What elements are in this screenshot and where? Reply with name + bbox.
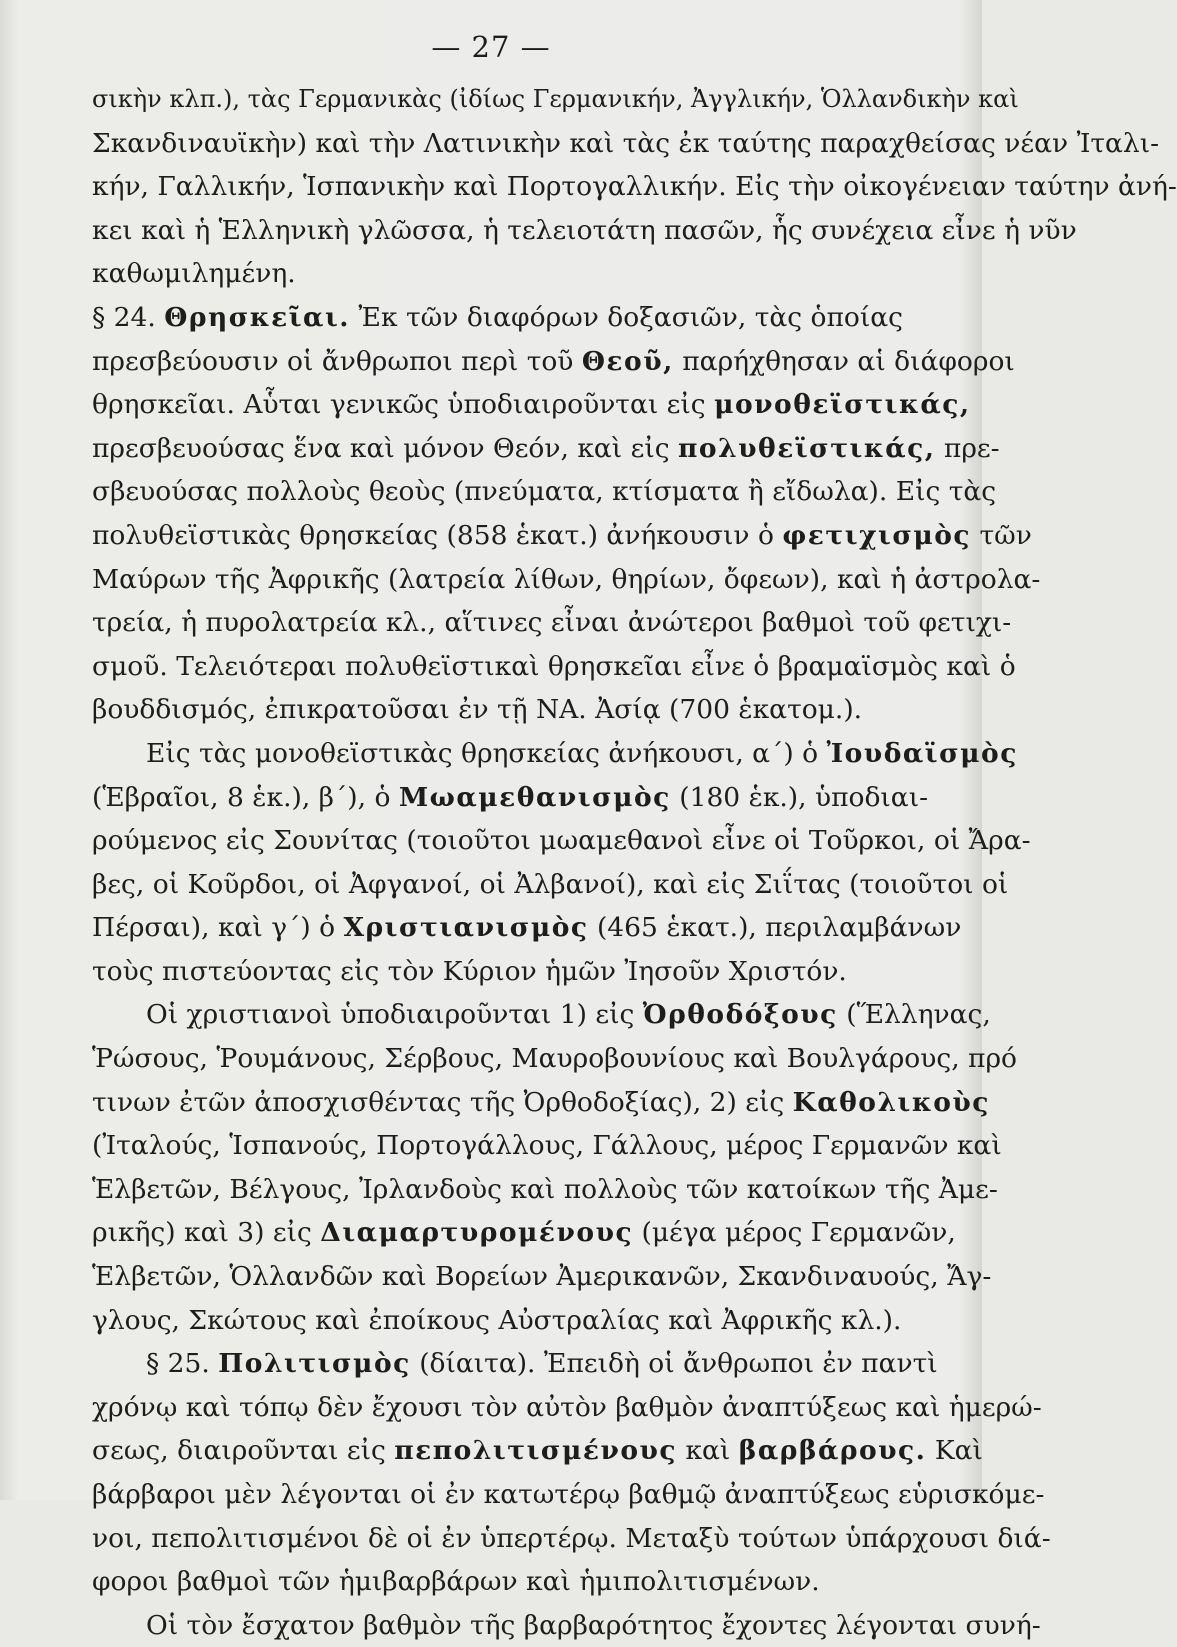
line-text: Μαύρων τῆς Ἀφρικῆς (λατρεία λίθων, θηρίων, ὄφεων), καὶ ἡ ἀστρολα- xyxy=(92,563,1041,595)
text-line xyxy=(92,296,940,340)
line-text: (Ἕλληνας, xyxy=(837,999,991,1031)
text-line xyxy=(92,1604,1041,1647)
line-text: Οἱ τὸν ἔσχατον βαθμὸν τῆς βαρβαρότητος ἔχοντες λέγονται συνή- xyxy=(146,1609,1041,1641)
text-line xyxy=(92,645,1016,689)
bold-term: Θεοῦ, xyxy=(581,345,674,377)
text-line xyxy=(92,601,1012,645)
line-text: τινων ἐτῶν ἀποσχισθέντας τῆς Ὀρθοδοξίας), 2) εἰς xyxy=(92,1086,793,1118)
line-text: Σκανδιναυϊκὴν) καὶ τὴν Λατινικὴν καὶ τὰς ἐκ ταύτης παραχθείσας νέαν Ἰταλι- xyxy=(92,127,1160,159)
text-line xyxy=(92,340,1015,384)
line-text: σμοῦ. Τελειότεραι πολυθεϊστικαὶ θρησκεῖαι εἶνε ὁ βραμαϊσμὸς καὶ ὁ xyxy=(92,650,1016,682)
line-text: (μέγα μέρος Γερμανῶν, xyxy=(633,1217,956,1249)
line-text: ρούμενος εἰς Σουνίτας (τοιοῦτοι μωαμεθανοὶ εἶνε οἱ Τοῦρκοι, οἱ Ἄρα- xyxy=(92,825,1031,857)
bold-term: μονοθεϊστικάς, xyxy=(714,389,971,421)
line-text: νοι, πεπολιτισμένοι δὲ οἱ ἐν ὑπερτέρῳ. Μεταξὺ τούτων ὑπάρχουσι διά- xyxy=(92,1522,1051,1554)
bold-term: Ὀρθοδόξους xyxy=(642,999,838,1031)
line-text: § 24. xyxy=(92,301,165,333)
text-line xyxy=(92,863,1009,907)
line-text: Εἰς τὰς μονοθεϊστικὰς θρησκείας ἀνήκουσι, α΄) ὁ xyxy=(146,737,827,769)
bold-term: Διαμαρτυρομένους xyxy=(320,1217,634,1249)
line-text: Καὶ xyxy=(926,1435,983,1467)
text-line xyxy=(92,1299,940,1343)
line-text: γλους, Σκώτους καὶ ἐποίκους Αὐστραλίας καὶ Ἀφρικῆς κλ.). xyxy=(92,1304,902,1336)
body-text xyxy=(92,78,1177,1647)
page-number: — 27 — xyxy=(431,30,551,64)
line-text: (δίαιτα). Ἐπειδὴ οἱ ἄνθρωποι ἐν παντὶ xyxy=(410,1348,938,1380)
text-line xyxy=(92,732,1018,776)
text-line xyxy=(92,78,1019,122)
line-text: σβευούσας πολλοὺς θεοὺς (πνεύματα, κτίσματα ἢ εἴδωλα). Εἰς τὰς xyxy=(92,476,997,508)
text-line xyxy=(92,1560,940,1604)
line-text: Ῥώσους, Ῥουμάνους, Σέρβους, Μαυροβουνίους καὶ Βουλγάρους, πρό xyxy=(92,1043,1017,1075)
line-text: κει καὶ ἡ Ἑλληνικὴ γλῶσσα, ἡ τελειοτάτη πασῶν, ἧς συνέχεια εἶνε ἡ νῦν xyxy=(92,214,1077,246)
text-line xyxy=(92,427,1000,471)
text-line xyxy=(92,1517,1051,1561)
line-text: (Ἰταλούς, Ἱσπανούς, Πορτογάλλους, Γάλλους, μέρος Γερμανῶν καὶ xyxy=(92,1130,1002,1162)
line-text: βάρβαροι μὲν λέγονται οἱ ἐν κατωτέρῳ βαθμῷ ἀναπτύξεως εὑρισκόμε- xyxy=(92,1479,1045,1510)
line-text: Ἑλβετῶν, Βέλγους, Ἰρλανδοὺς καὶ πολλοὺς τῶν κατοίκων τῆς Ἀμε- xyxy=(92,1173,998,1205)
bold-term: φετιχισμὸς xyxy=(782,519,972,551)
text-line xyxy=(92,1386,1042,1430)
line-text: παρήχθησαν αἱ διάφοροι xyxy=(673,345,1015,377)
line-text: § 25. xyxy=(146,1348,219,1380)
bold-term: Χριστιανισμὸς xyxy=(343,912,589,944)
line-text: ρικῆς) καὶ 3) εἰς xyxy=(92,1217,321,1249)
line-text: τῶν xyxy=(971,519,1032,551)
line-text: Ἐκ τῶν διαφόρων δοξασιῶν, τὰς ὁποίας xyxy=(350,301,904,333)
bold-term: Μωαμεθανισμὸς xyxy=(398,781,671,813)
line-text: Οἱ χριστιανοὶ ὑποδιαιροῦνται 1) εἰς xyxy=(146,999,643,1031)
text-line xyxy=(92,1168,998,1212)
text-line xyxy=(92,906,962,950)
line-text: σεως, διαιροῦνται εἰς xyxy=(92,1435,395,1467)
bold-term: Θρησκεῖαι. xyxy=(164,301,350,333)
text-line xyxy=(92,209,1077,253)
text-line xyxy=(92,558,1041,602)
line-text: (465 ἑκατ.), περιλαμβάνων xyxy=(588,912,962,944)
line-text: πολυθεϊστικὰς θρησκείας (858 ἑκατ.) ἀνήκουσιν ὁ xyxy=(92,519,783,551)
line-text: βουδδισμός, ἐπικρατοῦσαι ἐν τῇ ΝΑ. Ἀσίᾳ (700 ἑκατομ.). xyxy=(92,694,863,726)
line-text: πρεσβευούσας ἕνα καὶ μόνον Θεόν, καὶ εἰς xyxy=(92,432,679,464)
line-text: καὶ xyxy=(677,1435,739,1467)
text-line xyxy=(92,1037,1017,1081)
bold-term: Πολιτισμὸς xyxy=(218,1348,411,1380)
text-line xyxy=(92,122,1160,166)
line-text: πρε- xyxy=(935,432,1000,464)
text-line xyxy=(92,1211,956,1255)
text-line xyxy=(92,252,940,296)
text-line xyxy=(92,165,1177,209)
line-text: (Ἑβραῖοι, 8 ἑκ.), β΄), ὁ xyxy=(92,781,399,813)
line-text: χρόνῳ καὶ τόπῳ δὲν ἔχουσι τὸν αὐτὸν βαθμὸν ἀναπτύξεως καὶ ἡμερώ- xyxy=(92,1391,1042,1423)
text-line xyxy=(92,1255,992,1299)
text-line xyxy=(92,1081,990,1125)
line-text: θρησκεῖαι. Αὗται γενικῶς ὑποδιαιροῦνται εἰς xyxy=(92,389,715,421)
bold-term: πολυθεϊστικάς, xyxy=(678,432,936,464)
bold-term: Καθολικοὺς xyxy=(792,1086,990,1118)
line-text: καθωμιλημένη. xyxy=(92,258,296,290)
text-line xyxy=(92,1342,940,1386)
bold-term: πεπολιτισμένους xyxy=(394,1435,678,1467)
bold-term: Ἰουδαϊσμὸς xyxy=(826,737,1018,769)
line-text: (180 ἑκ.), ὑποδιαι- xyxy=(670,781,929,813)
bold-term: βαρβάρους. xyxy=(738,1435,927,1467)
line-text: τρεία, ἡ πυρολατρεία κλ., αἵτινες εἶναι ἀνώτεροι βαθμοὶ τοῦ φετιχι- xyxy=(92,607,1012,639)
line-text: Ἑλβετῶν, Ὁλλανδῶν καὶ Βορείων Ἀμερικανῶν, Σκανδιναυούς, Ἄγ- xyxy=(92,1261,992,1293)
line-text: βες, οἱ Κοῦρδοι, οἱ Ἀφγανοί, οἱ Ἀλβανοί), καὶ εἰς Σιΐτας (τοιοῦτοι οἱ xyxy=(92,868,1009,900)
line-text: πρεσβεύουσιν οἱ ἄνθρωποι περὶ τοῦ xyxy=(92,345,582,377)
text-line xyxy=(92,819,1031,863)
text-line xyxy=(92,1429,983,1473)
line-text: τοὺς πιστεύοντας εἰς τὸν Κύριον ἡμῶν Ἰησοῦν Χριστόν. xyxy=(92,955,847,987)
line-text: σικὴν κλπ.), τὰς Γερμανικὰς (ἰδίως Γερμανικήν, Ἀγγλικήν, Ὁλλανδικὴν καὶ xyxy=(92,85,1019,113)
text-line xyxy=(92,993,991,1037)
line-text: κήν, Γαλλικήν, Ἱσπανικὴν καὶ Πορτογαλλικήν. Εἰς τὴν οἰκογένειαν ταύτην ἀνή- xyxy=(92,171,1177,203)
text-line xyxy=(92,383,971,427)
text-line xyxy=(92,1473,1045,1517)
text-line xyxy=(92,776,940,820)
line-text: Πέρσαι), καὶ γ΄) ὁ xyxy=(92,912,344,944)
line-text: φοροι βαθμοὶ τῶν ἡμιβαρβάρων καὶ ἡμιπολιτισμένων. xyxy=(92,1566,820,1598)
text-line xyxy=(92,688,940,732)
text-line xyxy=(92,1124,1002,1168)
text-line xyxy=(92,514,1032,558)
text-line xyxy=(92,950,940,994)
text-line xyxy=(92,470,997,514)
